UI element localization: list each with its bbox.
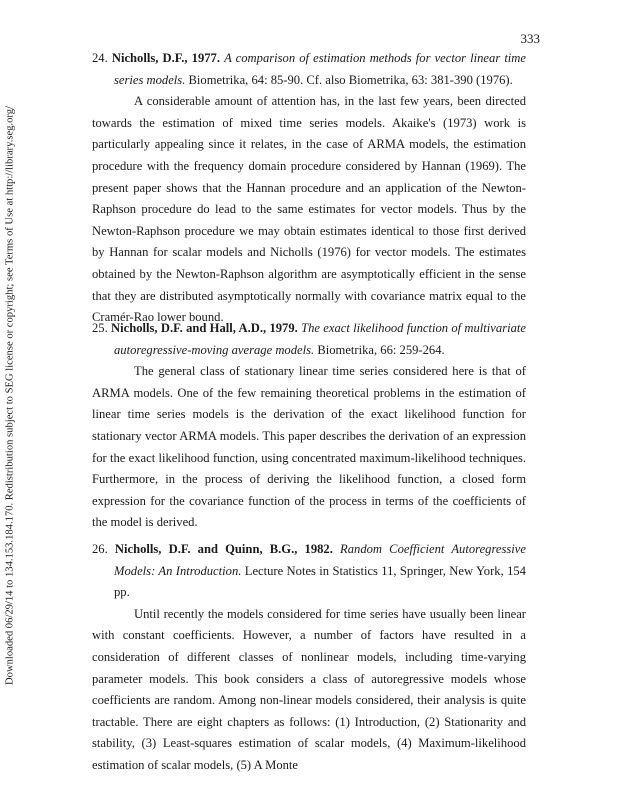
reference-citation: Lecture Notes in Statistics 11, Springer, New York, 154 pp. (114, 563, 526, 600)
reference-number: 25. (92, 321, 108, 335)
reference-title: A comparison of estimation methods for vector linear time series models. (114, 51, 526, 87)
reference-authors: Nicholls, D.F. and Hall, A.D., 1979. (111, 321, 298, 335)
reference-abstract: A considerable amount of attention has, in the last few years, been directed towards the estimation of mixed time series models. Akaike's (1973) work is particularly appealing since it relates, in the case of ARMA models, the estimation procedure with the frequency domain procedure considered by Hannan (1969). The present paper shows that the Hannan procedure and an application of the Newton-Raphson procedure do lead to the same estimates for vector models. Thus by the Newton-Raphson procedure we may obtain estimates identical to those first derived by Hannan for scalar models and Nicholls (1976) for vector models. The estimates obtained by the Newton-Raphson algorithm are asymptotically efficient in the sense that they are distributed asymptotically normally with covariance matrix equal to the Cramér-Rao lower bound. (92, 94, 526, 325)
download-watermark (0, 0, 20, 800)
reference-abstract: The general class of stationary linear time series considered here is that of ARMA models. One of the few remaining theoretical problems in the estimation of linear time series models is the derivation of the exact likelihood function for stationary vector ARMA models. This paper describes the derivation of an expression for the exact likelihood function, using concentrated maximum-likelihood techniques. Furthermore, in the process of deriving the likelihood function, a closed form expression for the covariance function of the process in terms of the coefficients of the model is derived. (92, 364, 526, 530)
reference-title: Random Coefficient Autoregressive Models: An Introduction. (114, 542, 526, 578)
reference-authors: Nicholls, D.F., 1977. (111, 51, 220, 65)
reference-heading (92, 48, 526, 91)
reference-citation: Biometrika, 66: 259-264. (317, 342, 445, 357)
reference-heading (92, 539, 526, 604)
reference-entry-25 (92, 318, 526, 534)
page-number: 333 (520, 31, 540, 46)
reference-entry-24 (92, 48, 526, 329)
reference-heading (92, 318, 526, 361)
reference-citation: Biometrika, 64: 85-90. Cf. also Biometrika, 63: 381-390 (1976). (188, 72, 513, 87)
reference-number: 24. (92, 51, 108, 65)
reference-number: 26. (92, 542, 108, 556)
reference-authors: Nicholls, D.F. and Quinn, B.G., 1982. (114, 542, 333, 556)
reference-entry-26 (92, 539, 526, 777)
reference-abstract: Until recently the models considered for time series have usually been linear with constant coefficients. However, a number of factors have resulted in a consideration of different classes of nonlinear models, including time-varying parameter models. This book considers a class of autoregressive models whose coefficients are random. Among non-linear models considered, their analysis is quite tractable. There are eight chapters as follows: (1) Introduction, (2) Stationarity and stability, (3) Least-squares estimation of scalar models, (4) Maximum-likelihood estimation of scalar models, (5) A Monte (92, 606, 526, 772)
reference-title: The exact likelihood function of multivariate autoregressive-moving average models. (114, 321, 526, 357)
watermark-text: Downloaded 06/29/14 to 134.153.184.170. Redistribution subject to SEG license or copyright; see Terms of Use at http://library.seg.org/ (4, 106, 16, 685)
